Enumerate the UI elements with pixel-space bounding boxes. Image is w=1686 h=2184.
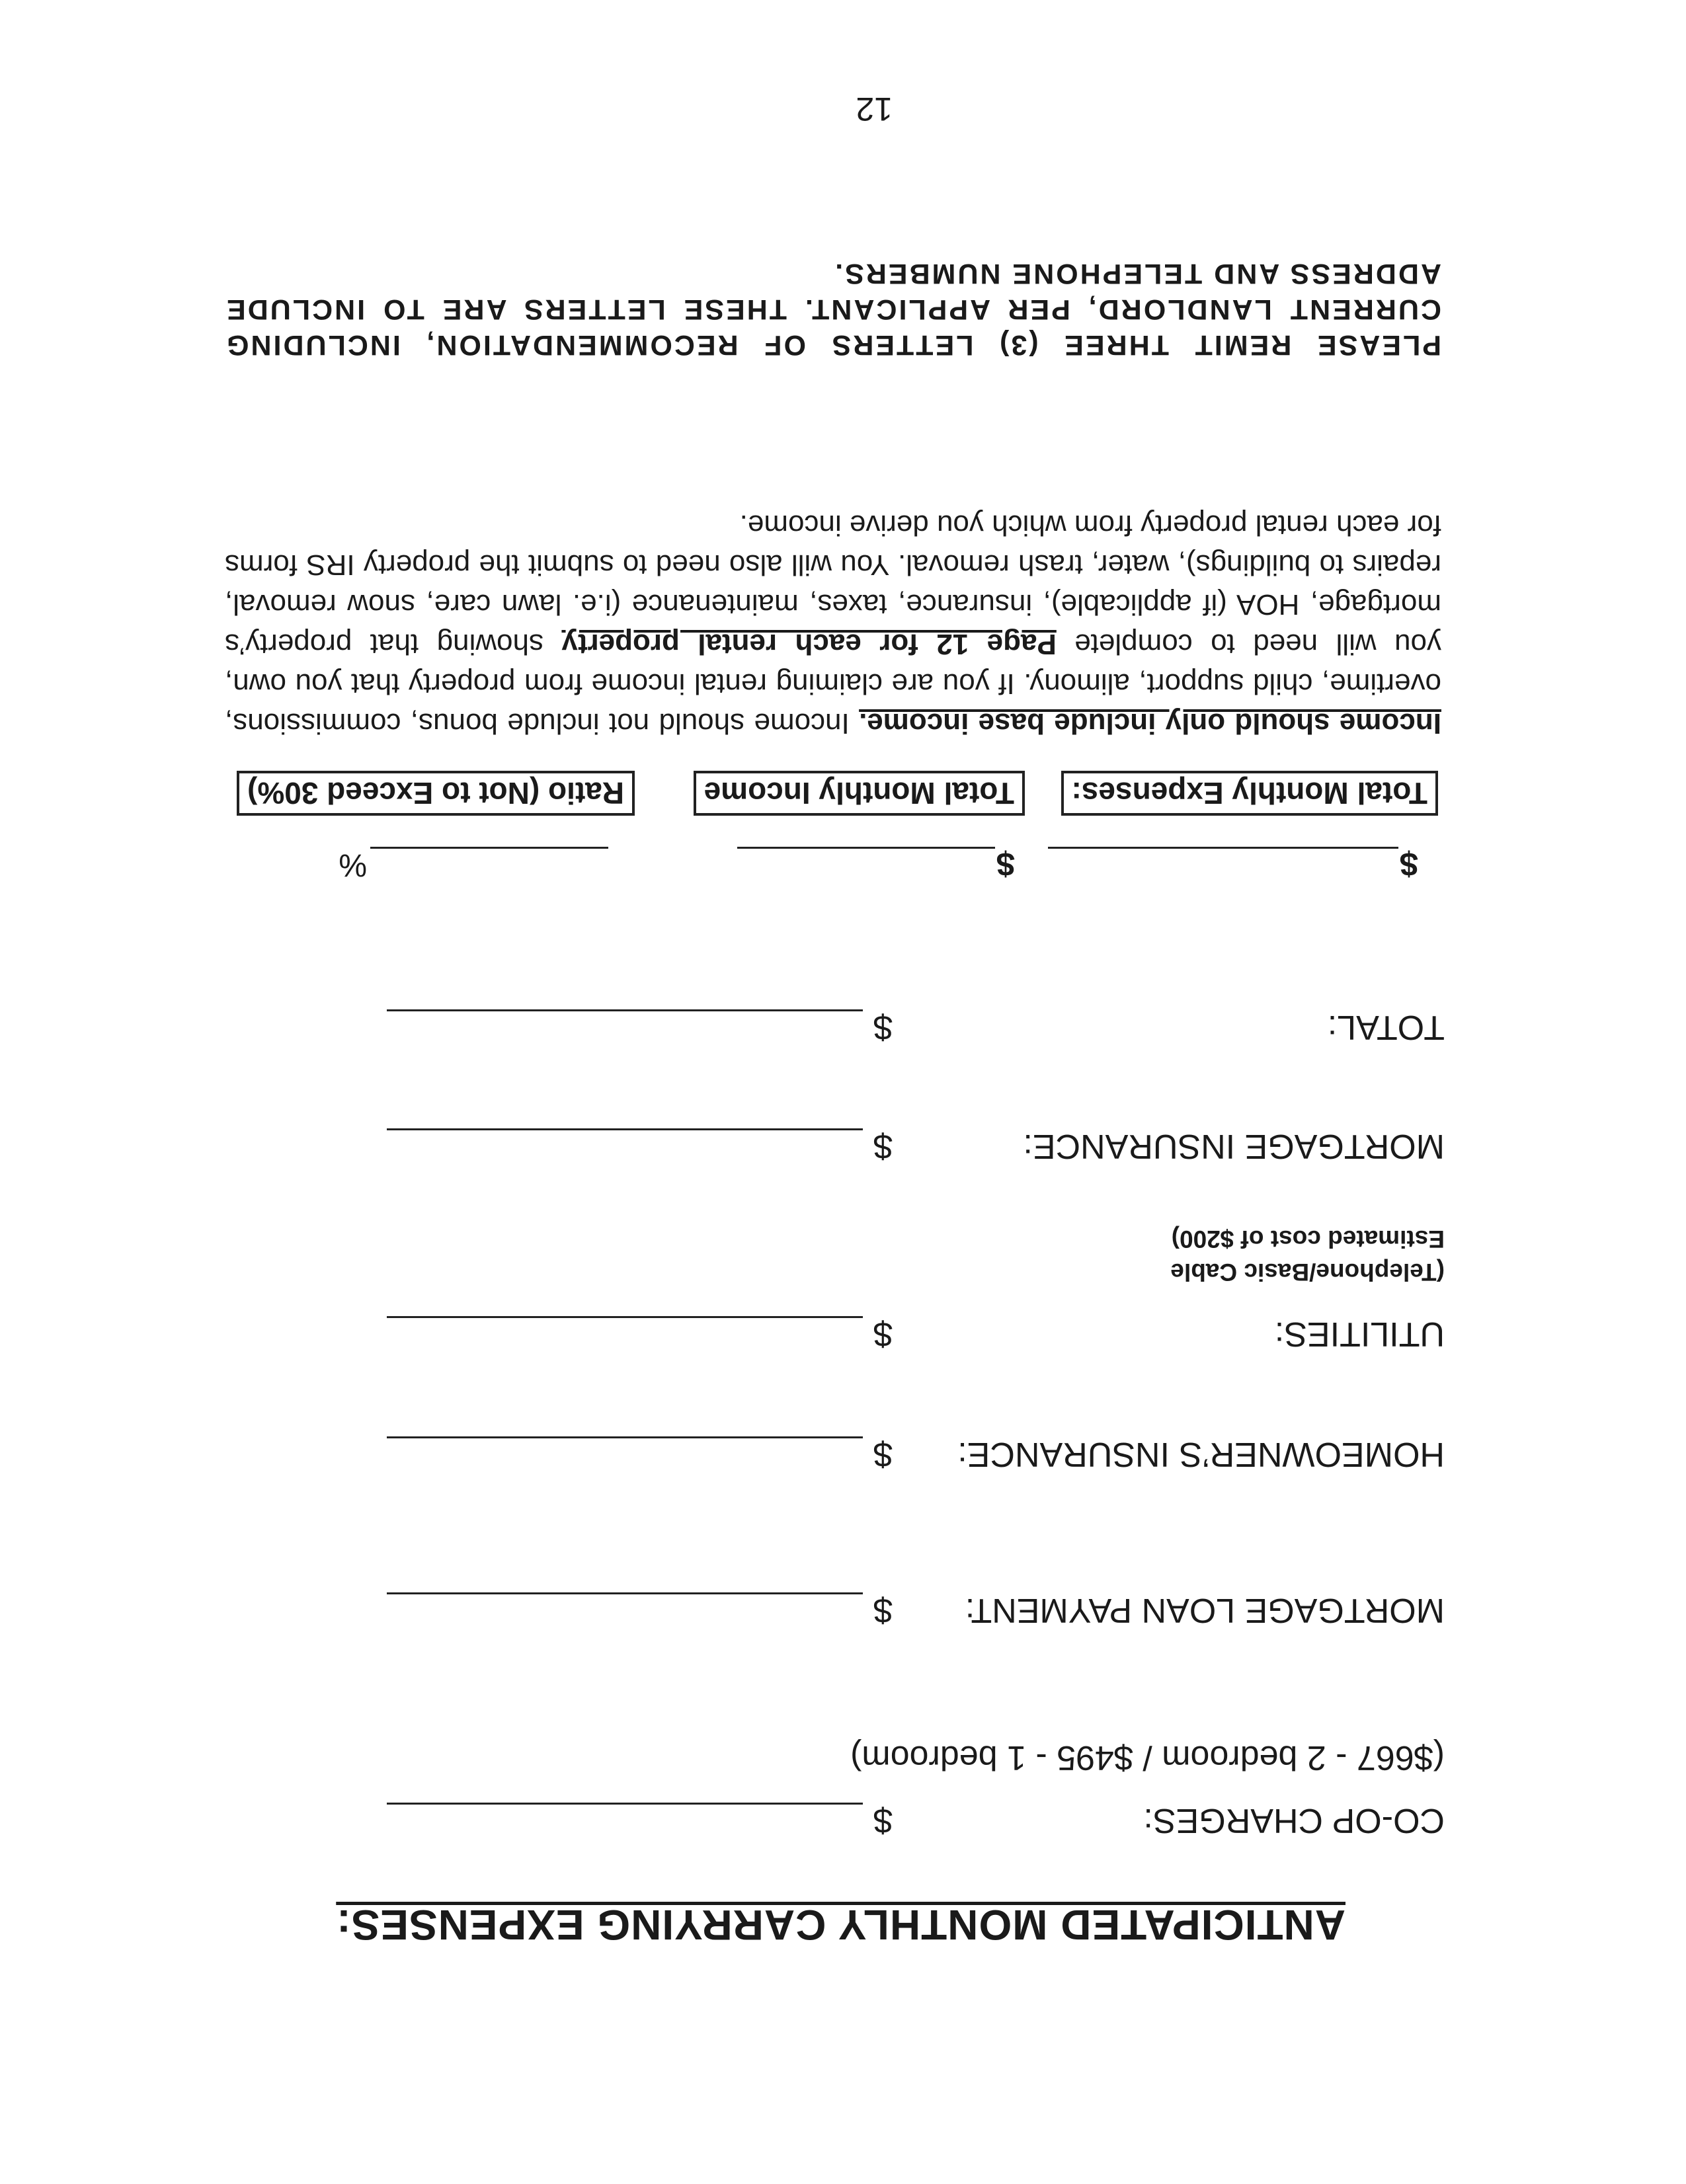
mortgage-insurance-dollar: $ [873,1127,893,1165]
total-field[interactable] [387,1009,863,1011]
coop-charges-field[interactable] [387,1803,863,1805]
homeowners-insurance-dollar: $ [873,1435,893,1473]
income-text-2: showing that property’s mortgage, HOA (if applicable), insurance, taxes, maintenance (i.e. lawn care, snow removal, repairs to buildings), water, trash removal. You will also need to submit the property IRS forms for each rental property from which you derive income. [225,509,1441,660]
section-title: ANTICIPATED MONTHLY CARRYING EXPENSES: [336,1901,1345,1949]
mortgage-insurance-field[interactable] [387,1128,863,1130]
homeowners-insurance-field[interactable] [387,1436,863,1438]
utilities-field[interactable] [387,1316,863,1318]
homeowners-insurance-label: HOMEOWNER’S INSURANCE: [957,1435,1445,1473]
total-label: TOTAL: [1327,1008,1445,1046]
mortgage-insurance-label: MORTGAGE INSURANCE: [1023,1127,1445,1165]
ratio-percent: % [339,847,367,882]
total-income-field[interactable] [737,847,995,849]
remit-letters-notice: PLEASE REMIT THREE (3) LETTERS OF RECOMMENDATION, INCLUDING CURRENT LANDLORD, PER APPLICANT. THESE LETTERS ARE TO INCLUDE ADDRESS AND TELEPHONE NUMBERS. [225,258,1441,361]
coop-charges-label: CO-OP CHARGES: [1143,1801,1445,1840]
utilities-note: (Telephone/Basic Cable Estimated cost of $200) [1170,1226,1445,1286]
income-lead: Income should only include base income. [859,707,1441,740]
mortgage-payment-field[interactable] [387,1592,863,1594]
ratio-field[interactable] [370,847,608,849]
total-expenses-field[interactable] [1048,847,1398,849]
income-text-1: Income should not include bonus, commissions, overtime, child support, alimony. If you are claiming rental income from property that you own, you will need to complete [225,628,1441,740]
coop-charges-note: ($667 - 2 bedroom / $495 - 1 bedroom) [850,1738,1445,1777]
total-expenses-dollar: $ [1400,845,1418,882]
mortgage-payment-label: MORTGAGE LOAN PAYMENT: [965,1591,1445,1629]
page-number: 12 [856,91,893,128]
total-dollar: $ [873,1008,893,1046]
total-expenses-label: Total Monthly Expenses: [1061,771,1438,816]
income-emphasis: Page 12 for each rental property [561,628,1057,660]
total-income-label: Total Monthly Income [694,771,1025,816]
coop-charges-dollar: $ [873,1801,893,1840]
mortgage-payment-dollar: $ [873,1591,893,1629]
utilities-dollar: $ [873,1315,893,1353]
utilities-label: UTILITIES: [1274,1315,1445,1353]
ratio-label: Ratio (Not to Exceed 30%) [237,771,635,816]
income-instructions [225,505,1441,743]
total-income-dollar: $ [996,845,1015,882]
